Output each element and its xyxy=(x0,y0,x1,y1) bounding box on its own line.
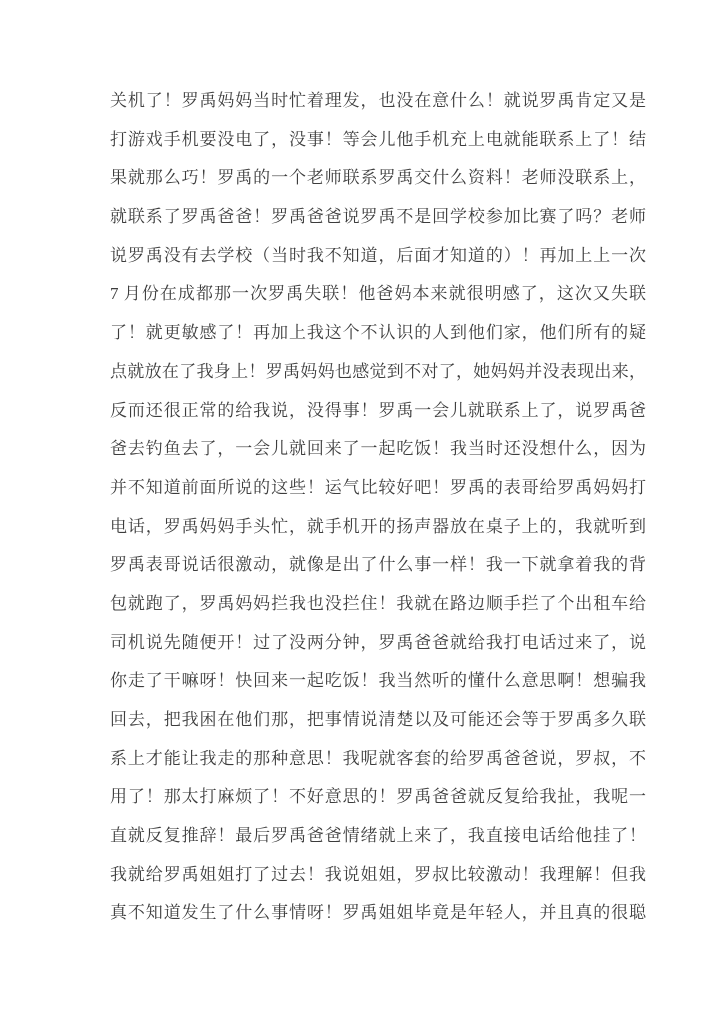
text-line: 果就那么巧！罗禹的一个老师联系罗禹交什么资料！老师没联系上， xyxy=(110,168,646,188)
text-line: 回去，把我困在他们那，把事情说清楚以及可能还会等于罗禹多久联 xyxy=(110,710,646,729)
text-line: 你走了干嘛呀！快回来一起吃饭！我当然听的懂什么意思啊！想骗我 xyxy=(110,671,646,691)
text-line: 我就给罗禹姐姐打了过去！我说姐姐，罗叔比较激动！我理解！但我 xyxy=(110,864,646,884)
text-line: 打游戏手机要没电了，没事！等会儿他手机充上电就能联系上了！结 xyxy=(110,129,646,149)
text-line: 司机说先随便开！过了没两分钟，罗禹爸爸就给我打电话过来了，说 xyxy=(110,632,646,652)
text-line: 用了！那太打麻烦了！不好意思的！罗禹爸爸就反复给我扯，我呢一 xyxy=(110,787,646,807)
text-line: 罗禹表哥说话很激动，就像是出了什么事一样！我一下就拿着我的背 xyxy=(110,555,646,575)
text-line: 并不知道前面所说的这些！运气比较好吧！罗禹的表哥给罗禹妈妈打 xyxy=(110,477,646,497)
text-line: 爸去钓鱼去了，一会儿就回来了一起吃饭！我当时还没想什么，因为 xyxy=(110,439,646,459)
text-line: 电话，罗禹妈妈手头忙，就手机开的扬声器放在桌子上的，我就听到 xyxy=(110,516,646,536)
text-line: 系上才能让我走的那种意思！我呢就客套的给罗禹爸爸说，罗叔，不 xyxy=(110,748,646,768)
text-line: 点就放在了我身上！罗禹妈妈也感觉到不对了，她妈妈并没表现出来， xyxy=(110,361,646,381)
paragraph xyxy=(110,82,646,933)
text-line: 关机了！罗禹妈妈当时忙着理发，也没在意什么！就说罗禹肯定又是 xyxy=(110,91,646,110)
text-line: 就联系了罗禹爸爸！罗禹爸爸说罗禹不是回学校参加比赛了吗？老师 xyxy=(110,207,646,227)
text-line: 反而还很正常的给我说，没得事！罗禹一会儿就联系上了，说罗禹爸 xyxy=(110,400,646,420)
text-line: 包就跑了，罗禹妈妈拦我也没拦住！我就在路边顺手拦了个出租车给 xyxy=(110,593,646,613)
text-line: 说罗禹没有去学校（当时我不知道，后面才知道的）！再加上上一次 xyxy=(110,245,646,265)
text-line: 了！就更敏感了！再加上我这个不认识的人到他们家，他们所有的疑 xyxy=(110,323,646,343)
text-line: 直就反复推辞！最后罗禹爸爸情绪就上来了，我直接电话给他挂了！ xyxy=(110,826,646,846)
text-line: 7 月份在成都那一次罗禹失联！他爸妈本来就很明感了，这次又失联 xyxy=(110,284,646,304)
text-line: 真不知道发生了什么事情呀！罗禹姐姐毕竟是年轻人，并且真的很聪 xyxy=(110,903,646,923)
